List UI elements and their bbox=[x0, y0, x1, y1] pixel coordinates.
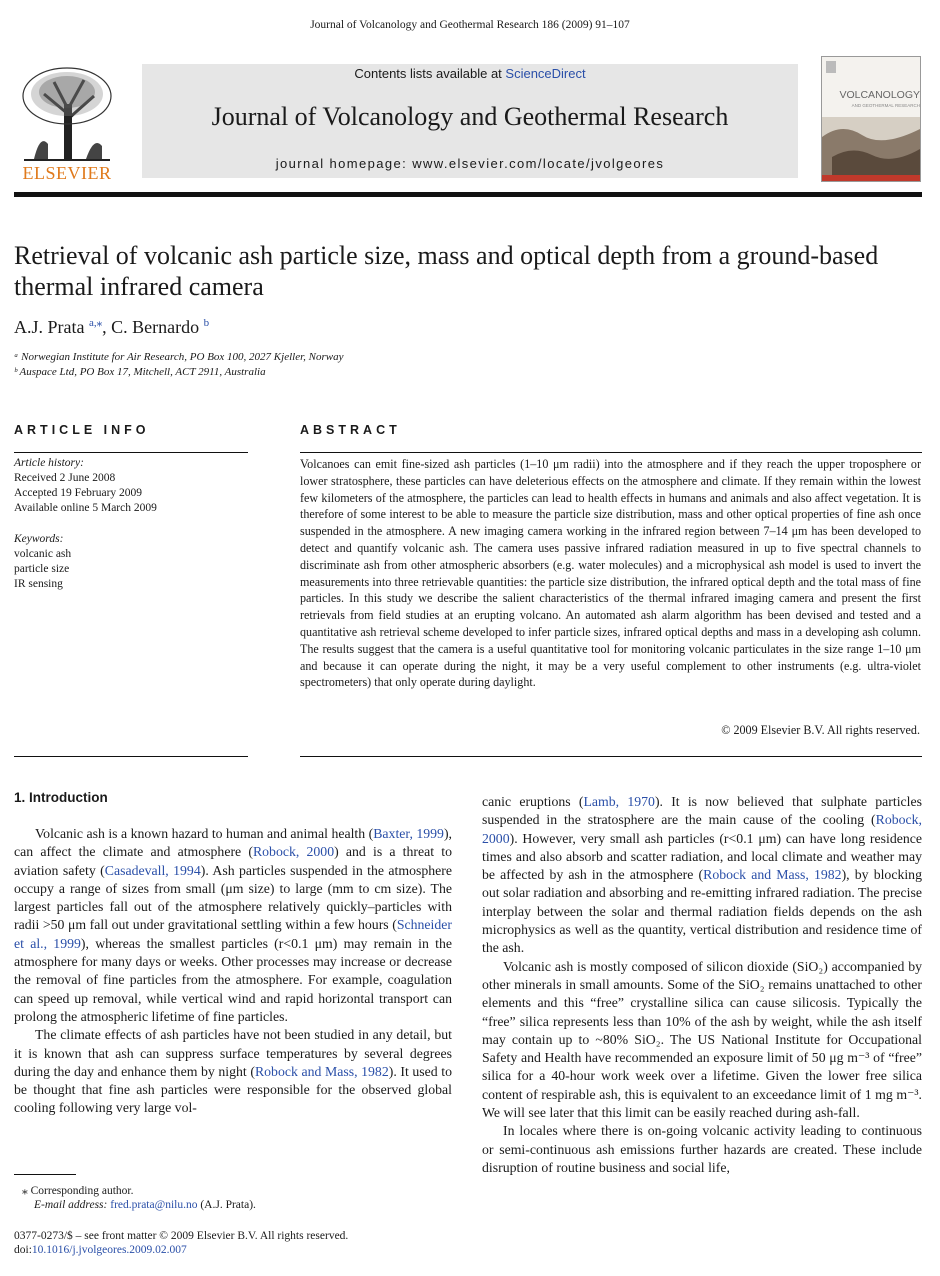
online-date: Available online 5 March 2009 bbox=[14, 502, 157, 514]
text: ). Ash particles suspended in the atmosphere occupy a range of sizes from small (μm size) to large (mm to cm size). The largest particles fall out of the atmosphere relatively quickly–particles with radii >50 μm fall out under gravitational settling within a few hours ( bbox=[14, 862, 452, 933]
keyword: IR sensing bbox=[14, 578, 63, 590]
running-head: Journal of Volcanology and Geothermal Research 186 (2009) 91–107 bbox=[310, 19, 630, 31]
publisher-name: ELSEVIER bbox=[22, 163, 112, 183]
doi-line bbox=[14, 1244, 187, 1256]
article-title: Retrieval of volcanic ash particle size, mass and optical depth from a ground-based thermal infrared camera bbox=[14, 241, 879, 301]
paragraph bbox=[14, 825, 452, 1026]
article-info-heading: ARTICLE INFO bbox=[14, 423, 150, 437]
author-name: A.J. Prata bbox=[14, 317, 89, 337]
divider bbox=[300, 756, 922, 757]
doi-link[interactable]: 10.1016/j.jvolgeores.2009.02.007 bbox=[31, 1244, 187, 1256]
accepted-date: Accepted 19 February 2009 bbox=[14, 487, 143, 499]
journal-title: Journal of Volcanology and Geothermal Research bbox=[211, 102, 729, 131]
divider bbox=[14, 756, 248, 757]
keyword: particle size bbox=[14, 563, 70, 575]
footnote-divider bbox=[14, 1174, 76, 1175]
citation-link[interactable]: Lamb, 1970 bbox=[583, 794, 655, 809]
citation-link[interactable]: Baxter, 1999 bbox=[373, 826, 444, 841]
divider bbox=[14, 452, 248, 453]
abstract-heading: ABSTRACT bbox=[300, 423, 401, 437]
author-name: C. Bernardo bbox=[111, 317, 204, 337]
doi-label: doi: bbox=[14, 1244, 32, 1256]
issn-line: 0377-0273/$ – see front matter © 2009 Elsevier B.V. All rights reserved. bbox=[14, 1230, 349, 1242]
citation-link[interactable]: Casadevall, 1994 bbox=[104, 862, 201, 878]
copyright-notice: © 2009 Elsevier B.V. All rights reserved. bbox=[721, 723, 920, 737]
journal-homepage[interactable]: journal homepage: www.elsevier.com/locate/jvolgeores bbox=[275, 156, 665, 171]
author-affiliation-marker[interactable]: a,⁎ bbox=[89, 317, 103, 329]
text: ), by blocking out solar radiation and absorbing and re-emitting infrared radiation. The precise interplay between the solar and thermal radiation fields depends on the ash microphysics as well as the quantity, vertical distribution and residence time of the ash. bbox=[482, 867, 922, 956]
citation-link[interactable]: Robock, 2000 bbox=[252, 844, 335, 860]
journal-cover-thumbnail bbox=[821, 56, 921, 182]
paragraph bbox=[482, 793, 922, 958]
contents-line bbox=[142, 66, 798, 81]
citation-link[interactable]: Robock and Mass, 1982 bbox=[254, 1063, 389, 1079]
text: The climate effects of ash particles have not been studied in any detail, but it is known that ash can suppress surface temperatures by several degrees during the day and enhance them by night ( bbox=[14, 1027, 452, 1079]
author-list bbox=[14, 316, 209, 338]
paragraph: Volcanic ash is mostly composed of silicon dioxide (SiO₂) accompanied by other minerals in small amounts. Some of the SiO₂ remains unattached to other elements and this “free” crystalline silica can cause silicosis. Typically the “free” silica represents less than 10% of the ash by weight, while the ash itself may contain up to ~80% SiO₂. The US National Institute for Occupational Safety and Health have recommended an exposure limit of 50 μg m⁻³ of “free” silica for a 40-hour work week over a lifetime. Given the lower free silica content of respirable ash, this is equivalent to an exceedance limit of 1 mg m⁻³. We will see later that this limit can be easily reached during ash-fall. bbox=[482, 958, 922, 1121]
keyword: volcanic ash bbox=[14, 548, 72, 560]
affiliation: ᵇ Auspace Ltd, PO Box 17, Mitchell, ACT 2911, Australia bbox=[14, 366, 266, 378]
text: ). It used to be thought that fine ash particles were responsible for the observed global cooling following very large vol- bbox=[14, 1063, 452, 1116]
email-note bbox=[34, 1199, 256, 1211]
citation-link[interactable]: Robock, 2000 bbox=[482, 812, 922, 846]
email-link[interactable]: fred.prata@nilu.no bbox=[110, 1199, 198, 1211]
paragraph: In locales where there is on-going volcanic activity leading to continuous or semi-continuous ash emissions further hazards are created. These include disruption of routine business and social life, bbox=[482, 1123, 922, 1175]
text: canic eruptions ( bbox=[482, 794, 584, 809]
text: ), can affect the climate and atmosphere ( bbox=[14, 826, 452, 860]
citation-link[interactable]: Robock and Mass, 1982 bbox=[703, 867, 842, 883]
body-column-right bbox=[482, 793, 922, 1177]
text: ). It is now believed that sulphate particles suspended in the stratosphere are the main cause of the cooling ( bbox=[482, 794, 922, 828]
journal-banner bbox=[142, 64, 798, 178]
sciencedirect-link[interactable]: ScienceDirect bbox=[505, 66, 586, 81]
history-label: Article history: bbox=[14, 457, 84, 469]
header-divider bbox=[14, 192, 922, 197]
text: ). However, very small ash particles (r<0.1 μm) can have long residence times and also absorb and scatter radiation, and local climate and weather may be affected by ash in the atmosphere ( bbox=[482, 830, 922, 883]
section-heading: 1. Introduction bbox=[14, 790, 108, 805]
email-label: E-mail address: bbox=[34, 1199, 111, 1211]
text: Volcanic ash is a known hazard to human and animal health ( bbox=[35, 826, 374, 841]
divider bbox=[300, 452, 922, 453]
cover-subtitle: AND GEOTHERMAL RESEARCH bbox=[851, 103, 920, 108]
body-column-left bbox=[14, 825, 452, 1118]
corresponding-author-note: ⁎ Corresponding author. bbox=[22, 1185, 134, 1197]
abstract-text: Volcanoes can emit fine-sized ash particles (1–10 μm radii) into the atmosphere and if they reach the upper troposphere or lower stratosphere, these particles can have deleterious effects on the atmosphere and climate. If they remain within the lowest few kilometers of the atmosphere, the particles can lead to health effects in humans and animals and also affect vegetation. It is therefore of some interest to be able to measure the particle size distribution, mass and other optical properties of fine ash once suspended in the atmosphere. A new imaging camera working in the infrared region between 7–14 μm has been developed to detect and quantify volcanic ash. The camera uses passive infrared radiation measured in up to five spectral channels to discriminate ash from other atmospheric absorbers (e.g. water molecules) and a microphysical ash model is used to invert the measurements into three retrievable quantities: the particle size distribution, the infrared optical depth and the total mass of fine particles. In this study we describe the salient characteristics of the thermal infrared imaging camera and present the first retrievals from field studies at an erupting volcano. An automated ash alarm algorithm has been devised and tested and a quantitative ash retrieval scheme developed to infer particle sizes, infrared optical depths and mass in a developing ash column. The results suggest that the camera is a useful quantitative tool for monitoring volcanic particulates in the size range 1–10 μm and because it can operate during the night, it may be a very useful complement to other instruments (e.g. ultra-violet spectrometers) that only operate during daylight. bbox=[300, 457, 921, 690]
text: ), whereas the smallest particles (r<0.1 μm) may remain in the atmosphere for many days or weeks. Other processes may increase or decrease the removal of fine particles from the atmosphere. For example, coagulation can speed up removal, while vertical wind and rapid horizontal transport can prolong the atmospheric lifetime of fine particles. bbox=[14, 935, 452, 1024]
paragraph bbox=[14, 1026, 452, 1117]
affiliation: ᵃ Norwegian Institute for Air Research, PO Box 100, 2027 Kjeller, Norway bbox=[14, 351, 344, 363]
author-affiliation-marker[interactable]: b bbox=[203, 317, 210, 329]
author-separator: , bbox=[102, 317, 112, 337]
email-suffix: (A.J. Prata). bbox=[197, 1199, 256, 1211]
keywords-label: Keywords: bbox=[14, 533, 64, 545]
text: ) and is a threat to aviation safety ( bbox=[14, 844, 452, 878]
received-date: Received 2 June 2008 bbox=[14, 472, 116, 484]
contents-prefix: Contents lists available at bbox=[354, 66, 506, 81]
citation-link[interactable]: Schneider et al., 1999 bbox=[14, 917, 452, 951]
cover-title: VOLCANOLOGY bbox=[839, 89, 920, 101]
